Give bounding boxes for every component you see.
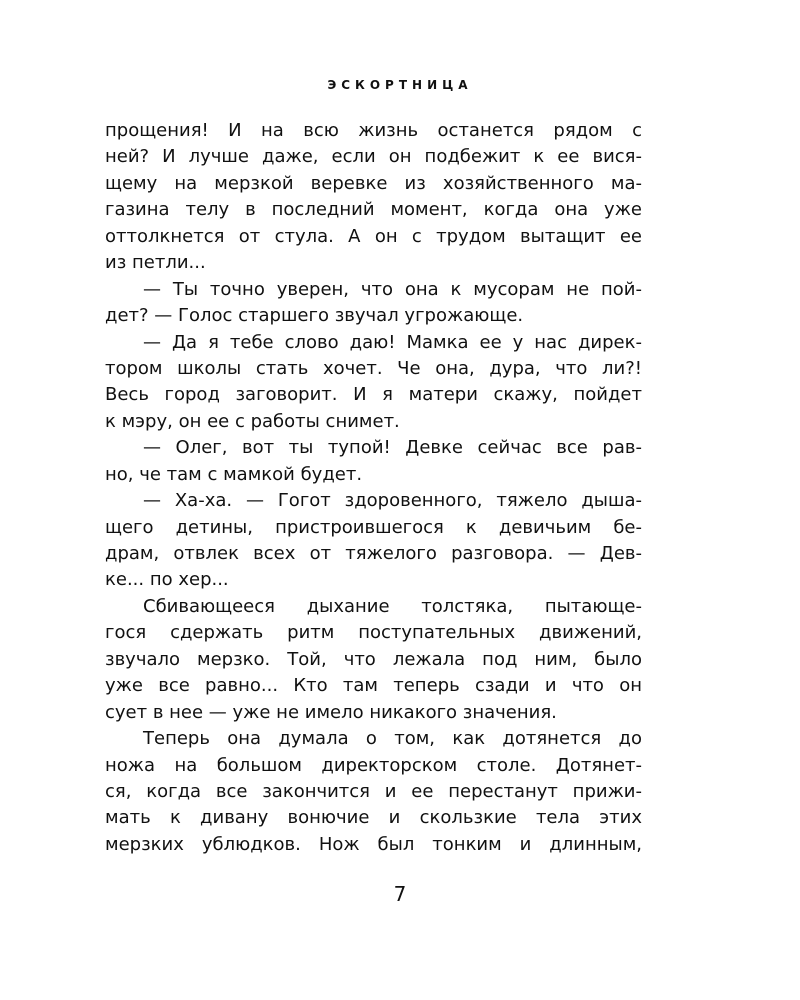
text-line: мерзких ублюдков. Нож был тонким и длинным, [105,833,642,855]
text-line: оттолкнется от стула. А он с трудом вытащит ее [105,225,642,247]
text-line: — Ты точно уверен, что она к мусорам не пой- [143,278,642,300]
text-line: Теперь она думала о том, как дотянется до [143,728,642,750]
text-line: Сбивающееся дыхание толстяка, пытающе- [143,595,642,617]
text-line: к мэру, он ее с работы снимет. [105,410,400,432]
text-line: газина телу в последний момент, когда она уже [105,199,642,221]
text-line: драм, отвлек всех от тяжелого разговора. — Дев- [105,543,642,564]
text-line: — Олег, вот ты тупой! Девке сейчас все рав- [143,437,642,459]
text-line: но, че там с мамкой будет. [105,463,363,485]
running-head: ЭСКОРТНИЦА [327,78,473,92]
text-line: мать к дивану вонючие и скользкие тела этих [105,807,642,829]
text-line: ся, когда все закончится и ее перестанут прижи- [105,780,642,802]
text-line: Весь город заговорит. И я матери скажу, пойдет [105,384,642,406]
body-text [105,118,642,858]
page-number: 7 [393,882,407,906]
text-line: — Ха-ха. — Гогот здоровенного, тяжело дыша- [143,490,642,512]
text-line: гося сдержать ритм поступательных движений, [105,622,642,644]
text-line: щего детины, пристроившегося к девичьим бе- [105,516,642,538]
text-line: ножа на большом директорском столе. Дотянет- [105,754,642,776]
text-line: уже все равно... Кто там теперь сзади и что он [105,675,642,697]
text-line: звучало мерзко. Той, что лежала под ним, было [105,648,642,670]
text-line: — Да я тебе слово даю! Мамка ее у нас дирек- [143,331,642,353]
text-line: ней? И лучше даже, если он подбежит к ее вися- [105,146,642,168]
text-line: сует в нее — уже не имело никакого значения. [105,701,557,723]
text-line: дет? — Голос старшего звучал угрожающе. [105,305,524,327]
text-line: щему на мерзкой веревке из хозяйственного ма- [105,172,642,194]
text-line: тором школы стать хочет. Че она, дура, что ли?! [105,357,642,379]
text-line: из петли... [105,252,206,274]
text-line: ке... по хер... [105,569,229,591]
text-line: прощения! И на всю жизнь останется рядом с [105,120,642,141]
